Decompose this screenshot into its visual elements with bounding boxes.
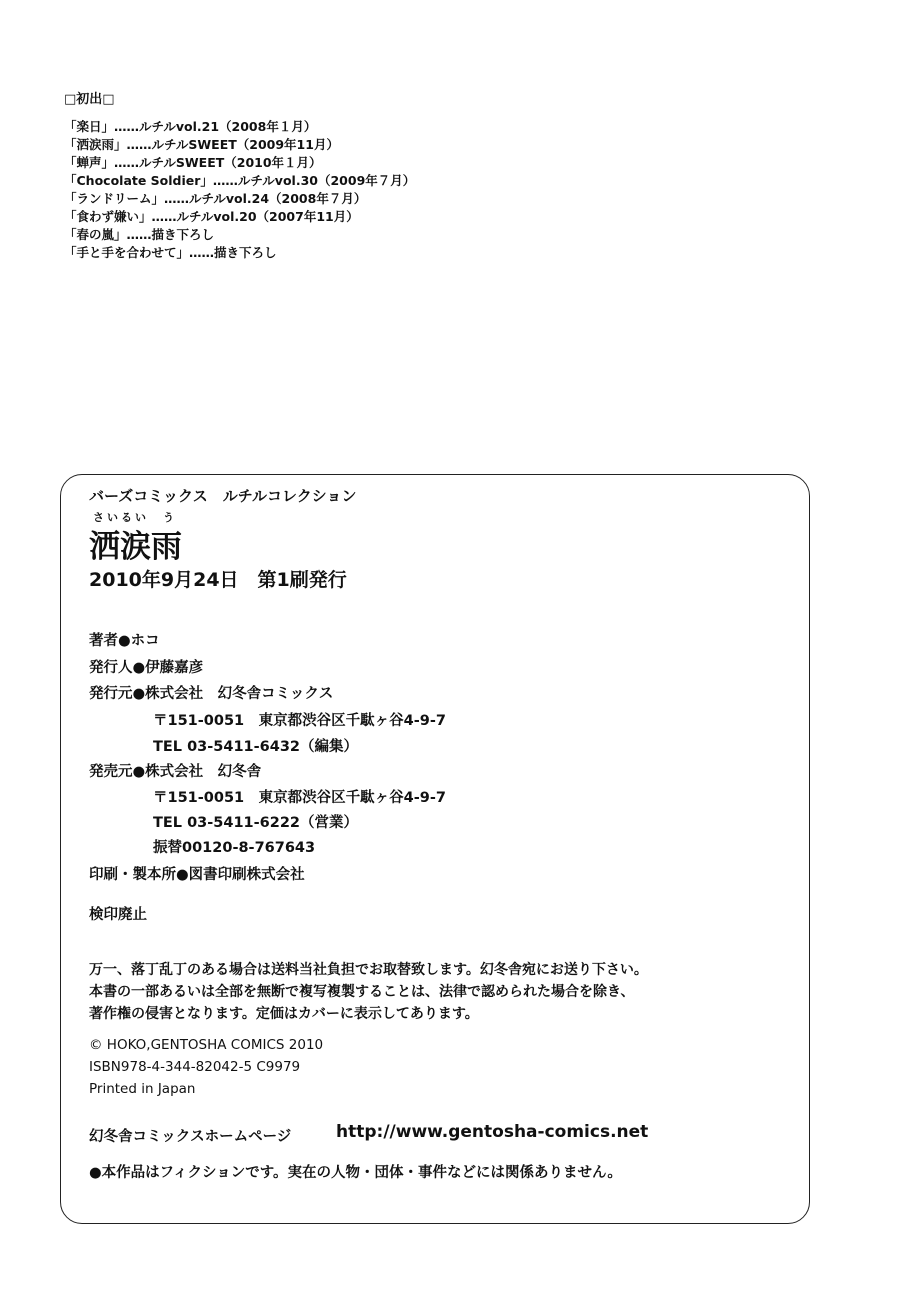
first-publication-item: 「手と手を合わせて」……描き下ろし <box>64 245 277 260</box>
first-publication-item: 「洒涙雨」……ルチルSWEET（2009年11月） <box>64 137 339 152</box>
issuer-line: 発行元●株式会社 幻冬舎コミックス <box>89 686 334 702</box>
seal-abolished: 検印廃止 <box>89 907 147 923</box>
colophon-box <box>60 474 810 1224</box>
first-publication-item: 「Chocolate Soldier」……ルチルvol.30（2009年７月） <box>64 173 416 188</box>
copyright: © HOKO,GENTOSHA COMICS 2010 <box>89 1037 324 1053</box>
fiction-disclaimer: ●本作品はフィクションです。実在の人物・団体・事件などには関係ありません。 <box>89 1165 622 1181</box>
first-publication-list <box>64 118 484 262</box>
first-publication-section <box>64 88 484 262</box>
isbn: ISBN978-4-344-82042-5 C9979 <box>89 1059 301 1075</box>
first-publication-heading: □初出□ <box>64 92 115 107</box>
issuer-address: 〒151-0051 東京都渋谷区千駄ヶ谷4-9-7 <box>153 713 446 729</box>
first-publication-item: 「楽日」……ルチルvol.21（2008年１月） <box>64 119 317 134</box>
first-publication-item: 「春の嵐」……描き下ろし <box>64 227 215 242</box>
seller-tel: TEL 03-5411-6222（営業） <box>153 815 359 831</box>
homepage-label: 幻冬舎コミックスホームページ <box>89 1129 292 1145</box>
notice-line: 本書の一部あるいは全部を無断で複写複製することは、法律で認められた場合を除き、 <box>89 984 635 1000</box>
issuer-tel: TEL 03-5411-6432（編集） <box>153 739 359 755</box>
seller-address: 〒151-0051 東京都渋谷区千駄ヶ谷4-9-7 <box>153 790 446 806</box>
publication-date: 2010年9月24日 第1刷発行 <box>89 569 347 591</box>
publisher-person-line: 発行人●伊藤嘉彦 <box>89 660 204 676</box>
printer-line: 印刷・製本所●図書印刷株式会社 <box>89 867 305 883</box>
first-publication-item: 「蝉声」……ルチルSWEET（2010年１月） <box>64 155 322 170</box>
homepage-url: http://www.gentosha-comics.net <box>336 1122 649 1142</box>
first-publication-item: 「ランドリーム」……ルチルvol.24（2008年７月） <box>64 191 367 206</box>
author-line: 著者●ホコ <box>89 633 160 649</box>
title-ruby: さいるい う <box>93 511 177 524</box>
notice-line: 著作権の侵害となります。定価はカバーに表示してあります。 <box>89 1006 479 1022</box>
first-publication-item: 「食わず嫌い」……ルチルvol.20（2007年11月） <box>64 209 359 224</box>
printed-in: Printed in Japan <box>89 1081 196 1097</box>
notice-line: 万一、落丁乱丁のある場合は送料当社負担でお取替致します。幻冬舎宛にお送り下さい。 <box>89 962 648 978</box>
seller-transfer-account: 振替00120-8-767643 <box>153 840 316 856</box>
series-name: バーズコミックス ルチルコレクション <box>89 487 357 505</box>
seller-line: 発売元●株式会社 幻冬舎 <box>89 764 262 780</box>
book-title: 洒涙雨 <box>89 529 182 565</box>
